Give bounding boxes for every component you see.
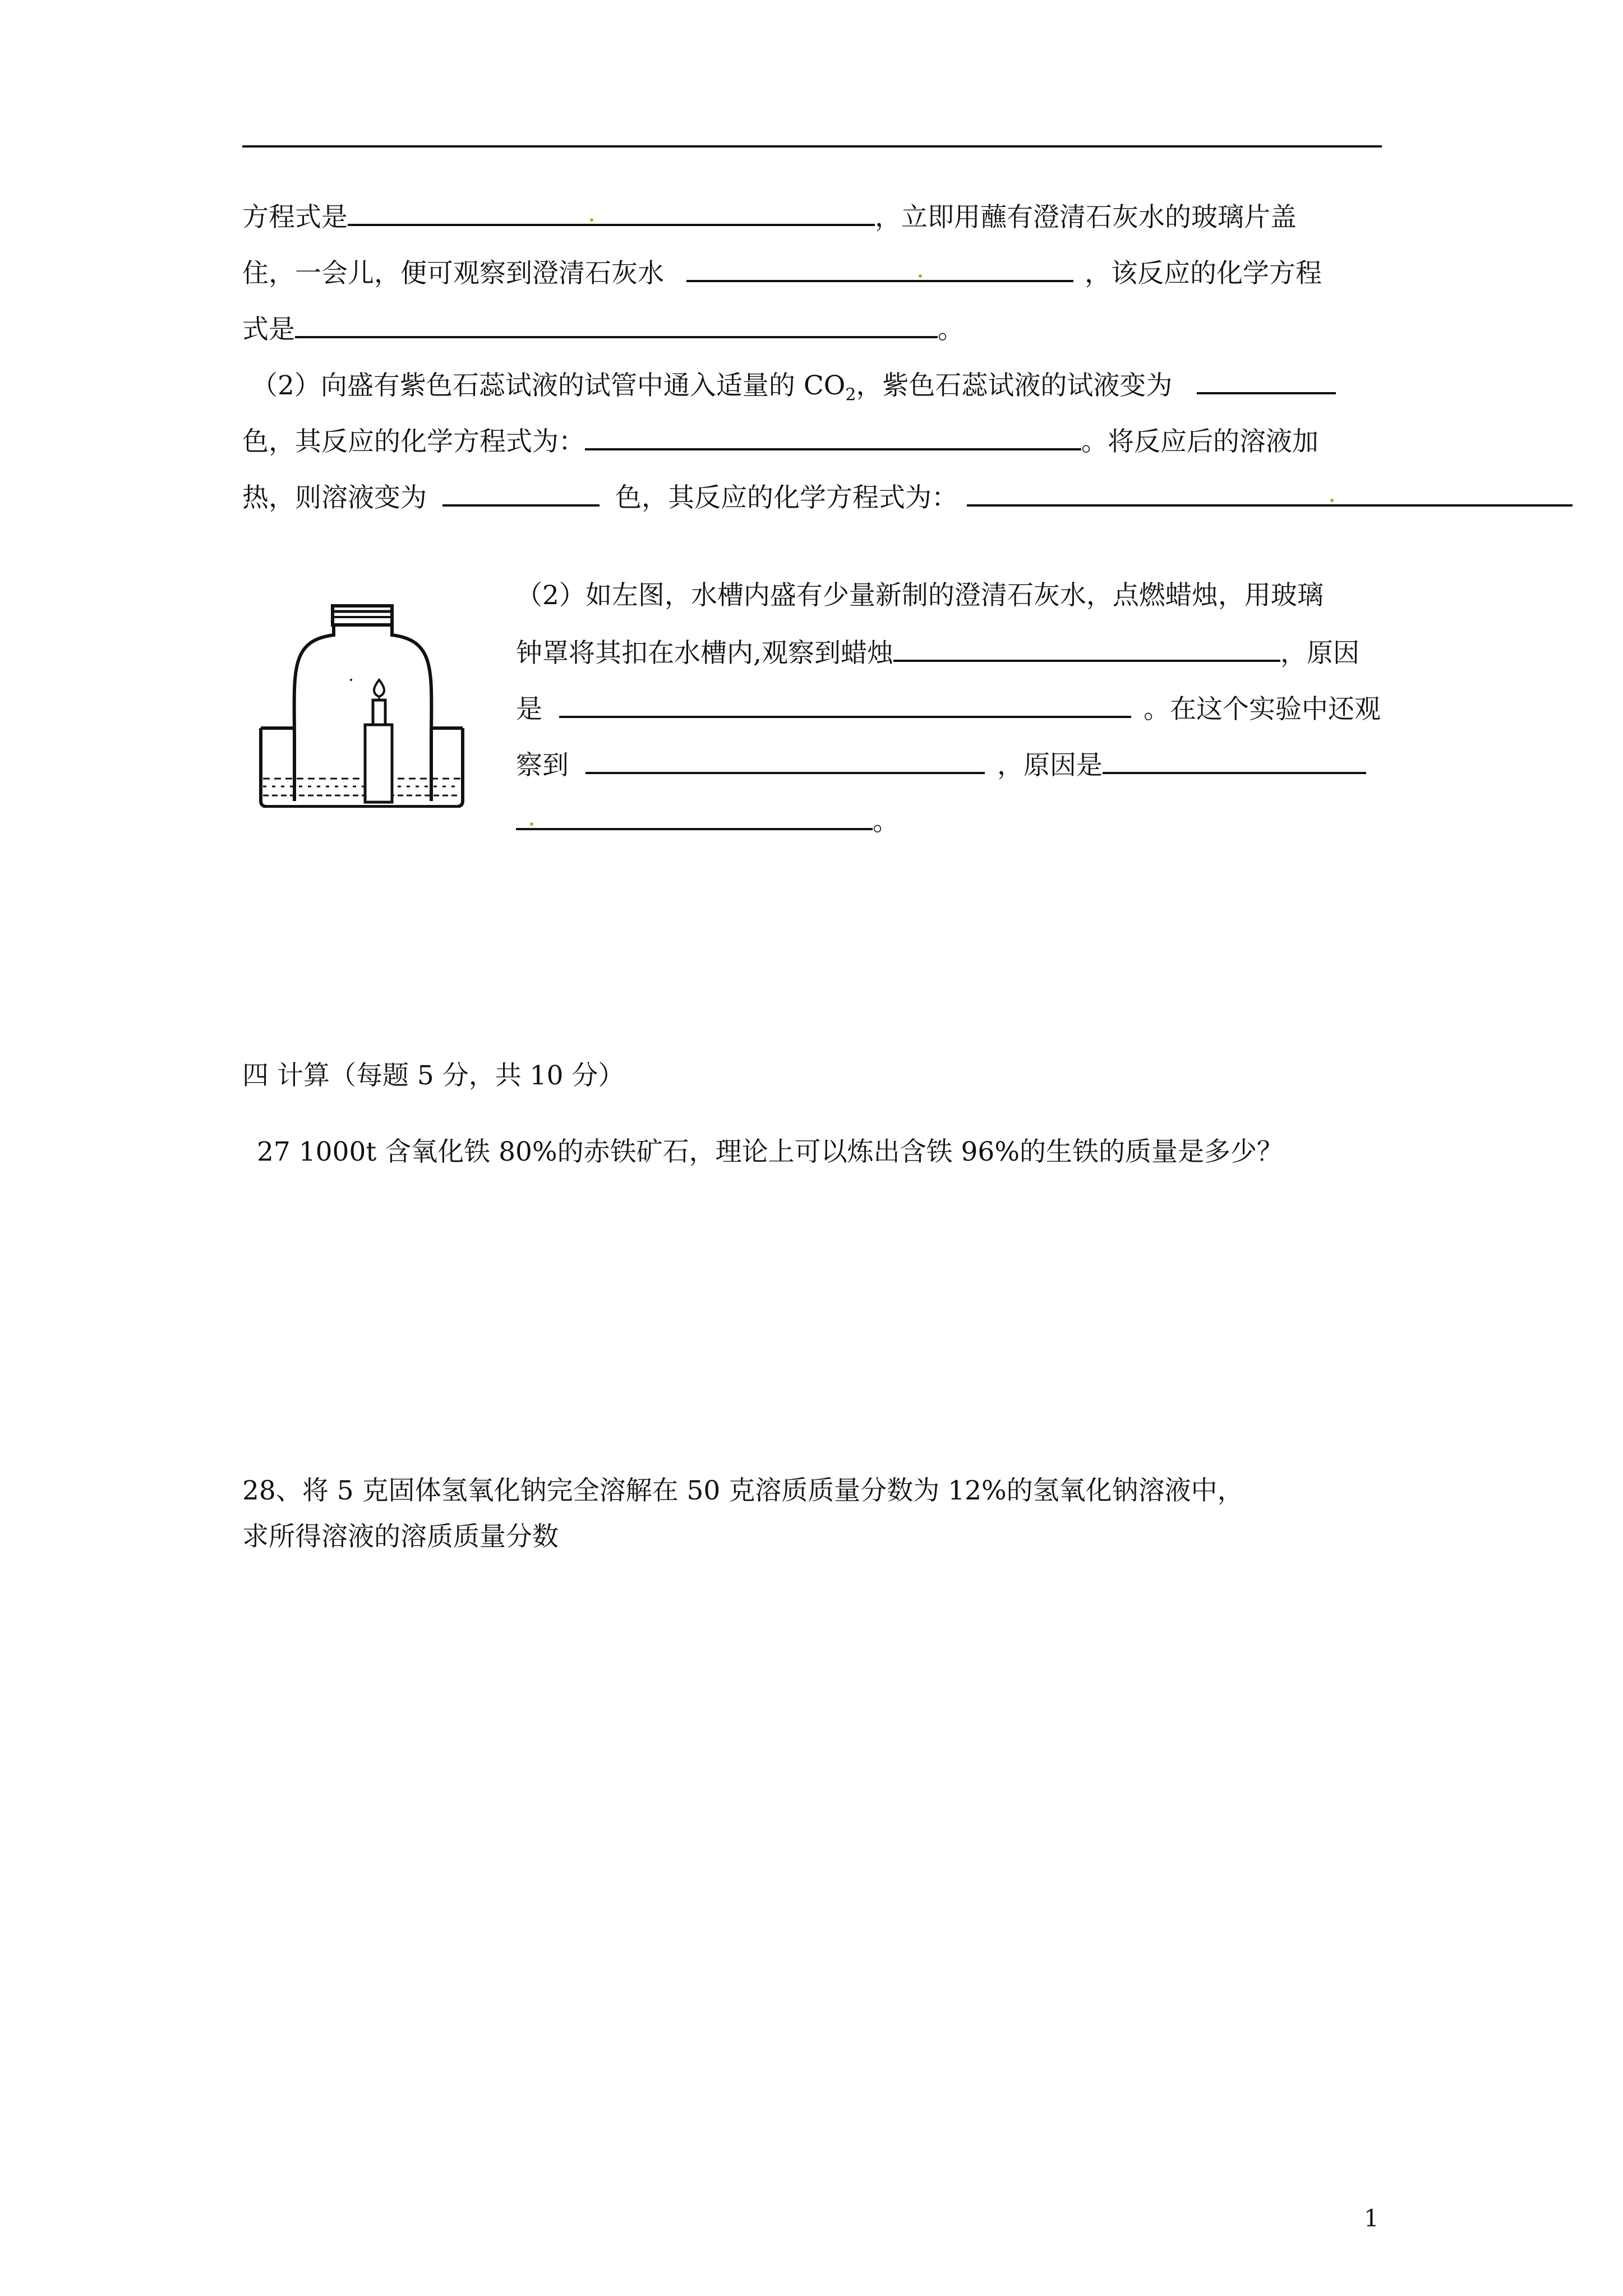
answer-blank[interactable] [1197, 367, 1336, 394]
answer-blank[interactable] [516, 803, 873, 830]
q26-line-3: 式是 。 [242, 311, 964, 347]
answer-blank[interactable] [686, 255, 1073, 282]
answer-blank[interactable] [893, 635, 1280, 662]
question-28-line-1: 28、将 5 克固体氢氧化钠完全溶解在 50 克溶质质量分数为 12%的氢氧化钠溶液中， [242, 1475, 1244, 1506]
part2a-line-2: 色，其反应的化学方程式为： 。将反应后的溶液加 [242, 424, 1318, 459]
question-27: 27 1000t 含氧化铁 80%的赤铁矿石，理论上可以炼出含铁 96%的生铁的质量是多少？ [257, 1137, 1283, 1167]
answer-blank[interactable] [348, 199, 875, 226]
bell-jar-candle-figure [255, 600, 468, 808]
part2b-line-4: 察到 ，原因是 [516, 747, 1366, 783]
answer-blank[interactable] [559, 691, 1131, 718]
answer-blank[interactable] [585, 424, 1081, 450]
answer-blank[interactable] [585, 747, 985, 774]
question-28-line-2: 求所得溶液的溶质质量分数 [242, 1521, 559, 1552]
answer-blank[interactable] [967, 480, 1573, 507]
answer-blank[interactable] [1103, 747, 1366, 774]
part2b-line-3: 是 。在这个实验中还观 [516, 691, 1381, 726]
answer-blank[interactable] [442, 480, 600, 507]
part2b-line-1: （2）如左图，水槽内盛有少量新制的澄清石灰水，点燃蜡烛，用玻璃 [516, 580, 1324, 611]
answer-blank[interactable] [295, 311, 938, 338]
q26-line-2: 住，一会儿，便可观察到澄清石灰水 ，该反应的化学方程 [242, 255, 1322, 291]
part2a-line-1: （2）向盛有紫色石蕊试液的试管中通入适量的 $CO_2$，紫色石蕊试液的试液变为 [251, 367, 1336, 412]
section-heading: 四 计算（每题 5 分，共 10 分） [242, 1060, 625, 1091]
part2b-line-5: 。 [516, 803, 899, 839]
part2a-line-3: 热，则溶液变为 色，其反应的化学方程式为： [242, 480, 1573, 515]
page-number: 1 [1364, 2205, 1379, 2232]
part2b-line-2: 钟罩将其扣在水槽内,观察到蜡烛 ，原因 [516, 635, 1359, 670]
q26-line-1: 方程式是 ，立即用蘸有澄清石灰水的玻璃片盖 [242, 199, 1297, 234]
header-rule [242, 145, 1382, 148]
